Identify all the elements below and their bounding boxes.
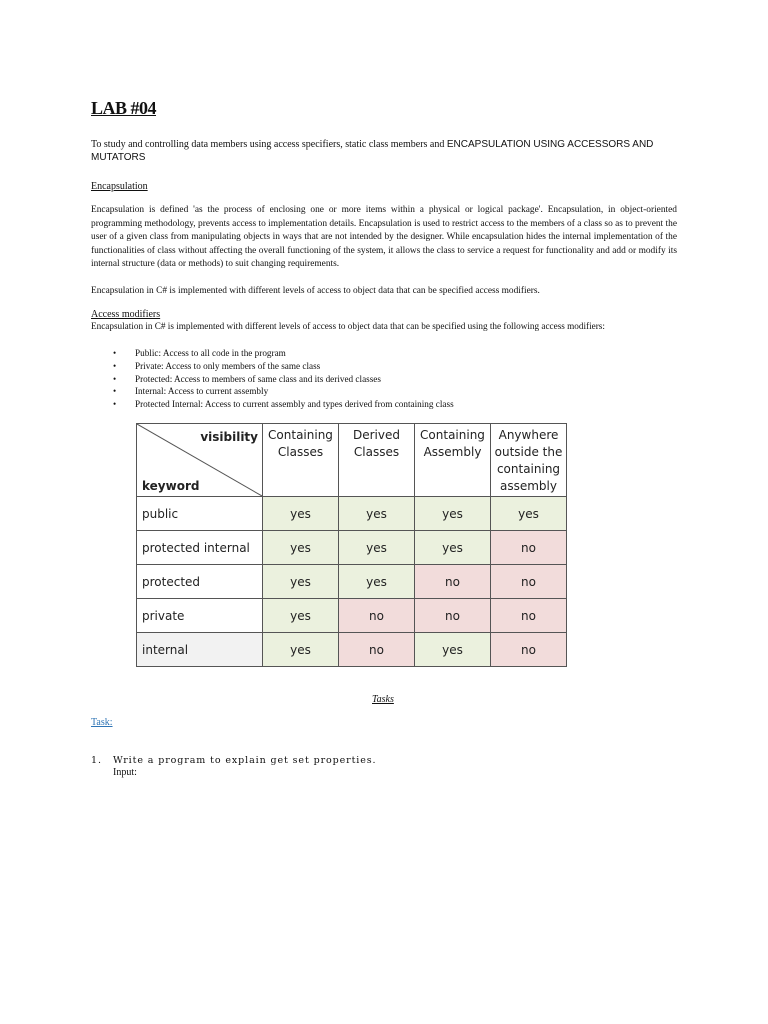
table-cell: no [491,599,567,633]
list-item: • Private: Access to only members of the same class [91,360,691,373]
header-line: Containing [268,428,333,442]
task-link[interactable]: Task: [91,717,113,728]
access-modifier-list [91,347,691,411]
objective-text: To study and controlling data members using access specifiers, static class members and [91,139,447,150]
encapsulation-paragraph: Encapsulation is defined 'as the process of enclosing one or more items within a physical or logical package'. Encapsulation, in object-oriented programming methodology, prevents access to implementation details. Encapsulation is used to restrict access to the members of a class so as to prevent the user of a given class from manipulating objects in ways that are not intended by the designer. While encapsulation hides the internal implementation of the functionalities of class without affecting the overall functioning of the system, it allows the class to service a request for functionality and add or modify its internal structure (data or methods) to suit changing requirements. [91,205,677,270]
corner-visibility-label: visibility [200,430,258,444]
page-title: LAB #04 [91,98,157,118]
table-row [137,531,567,565]
table-cell: no [339,599,415,633]
table-cell: no [415,599,491,633]
table-cell: yes [263,565,339,599]
list-item: • Protected: Access to members of same class and its derived classes [91,373,691,386]
table-cell: no [491,565,567,599]
table-cell: no [491,633,567,667]
row-keyword: private [137,599,263,633]
table-row [137,565,567,599]
access-modifiers-heading: Access modifiers [91,309,161,320]
table-cell: no [339,633,415,667]
table-cell: yes [339,565,415,599]
table-cell: yes [415,633,491,667]
header-line: containing [496,462,561,476]
access-modifiers-intro: Encapsulation in C# is implemented with different levels of access to object data that can be specified using the following access modifiers: [91,321,605,331]
row-keyword: internal [137,633,263,667]
header-line: Containing [420,428,485,442]
header-line: outside the [494,445,563,459]
table-cell: yes [491,497,567,531]
list-item: • Protected Internal: Access to current assembly and types derived from containing class [91,398,691,411]
table-row [137,599,567,633]
header-line: assembly [500,479,557,493]
list-item: • Public: Access to all code in the program [91,347,691,360]
task-number: 1. [91,755,102,766]
encapsulation-heading: Encapsulation [91,181,148,192]
task-text: Write a program to explain get set properties. [113,755,377,766]
table-cell: yes [339,497,415,531]
encapsulation-csharp-paragraph: Encapsulation in C# is implemented with different levels of access to object data that can be specified access modifiers. [91,286,540,296]
column-header-containing-assembly [415,424,491,497]
column-header-derived-classes [339,424,415,497]
table-corner-cell [137,424,263,497]
column-header-anywhere-outside [491,424,567,497]
table-cell: yes [263,599,339,633]
header-line: Anywhere [498,428,559,442]
objective-text-caps: ENCAPSULATION USING ACCESSORS AND MUTATORS [91,139,654,163]
row-keyword: protected internal [137,531,263,565]
column-header-containing-classes [263,424,339,497]
header-line: Classes [353,445,400,459]
access-modifier-table [136,423,567,667]
tasks-heading: Tasks [372,694,394,705]
table-cell: no [415,565,491,599]
table-cell: yes [339,531,415,565]
lab-objective [91,138,691,164]
table-cell: yes [263,633,339,667]
table-cell: yes [263,497,339,531]
row-keyword: public [137,497,263,531]
corner-keyword-label: keyword [142,479,200,493]
table-cell: yes [263,531,339,565]
list-item: • Internal: Access to current assembly [91,385,691,398]
table-row [137,633,567,667]
table-header-row [137,424,567,497]
task-item-1 [91,755,376,779]
header-line: Classes [277,445,324,459]
table-cell: yes [415,531,491,565]
header-line: Derived [353,428,400,442]
table-cell: no [491,531,567,565]
table-row [137,497,567,531]
row-keyword: protected [137,565,263,599]
table-cell: yes [415,497,491,531]
header-line: Assembly [423,445,482,459]
task-input-label: Input: [113,767,137,778]
